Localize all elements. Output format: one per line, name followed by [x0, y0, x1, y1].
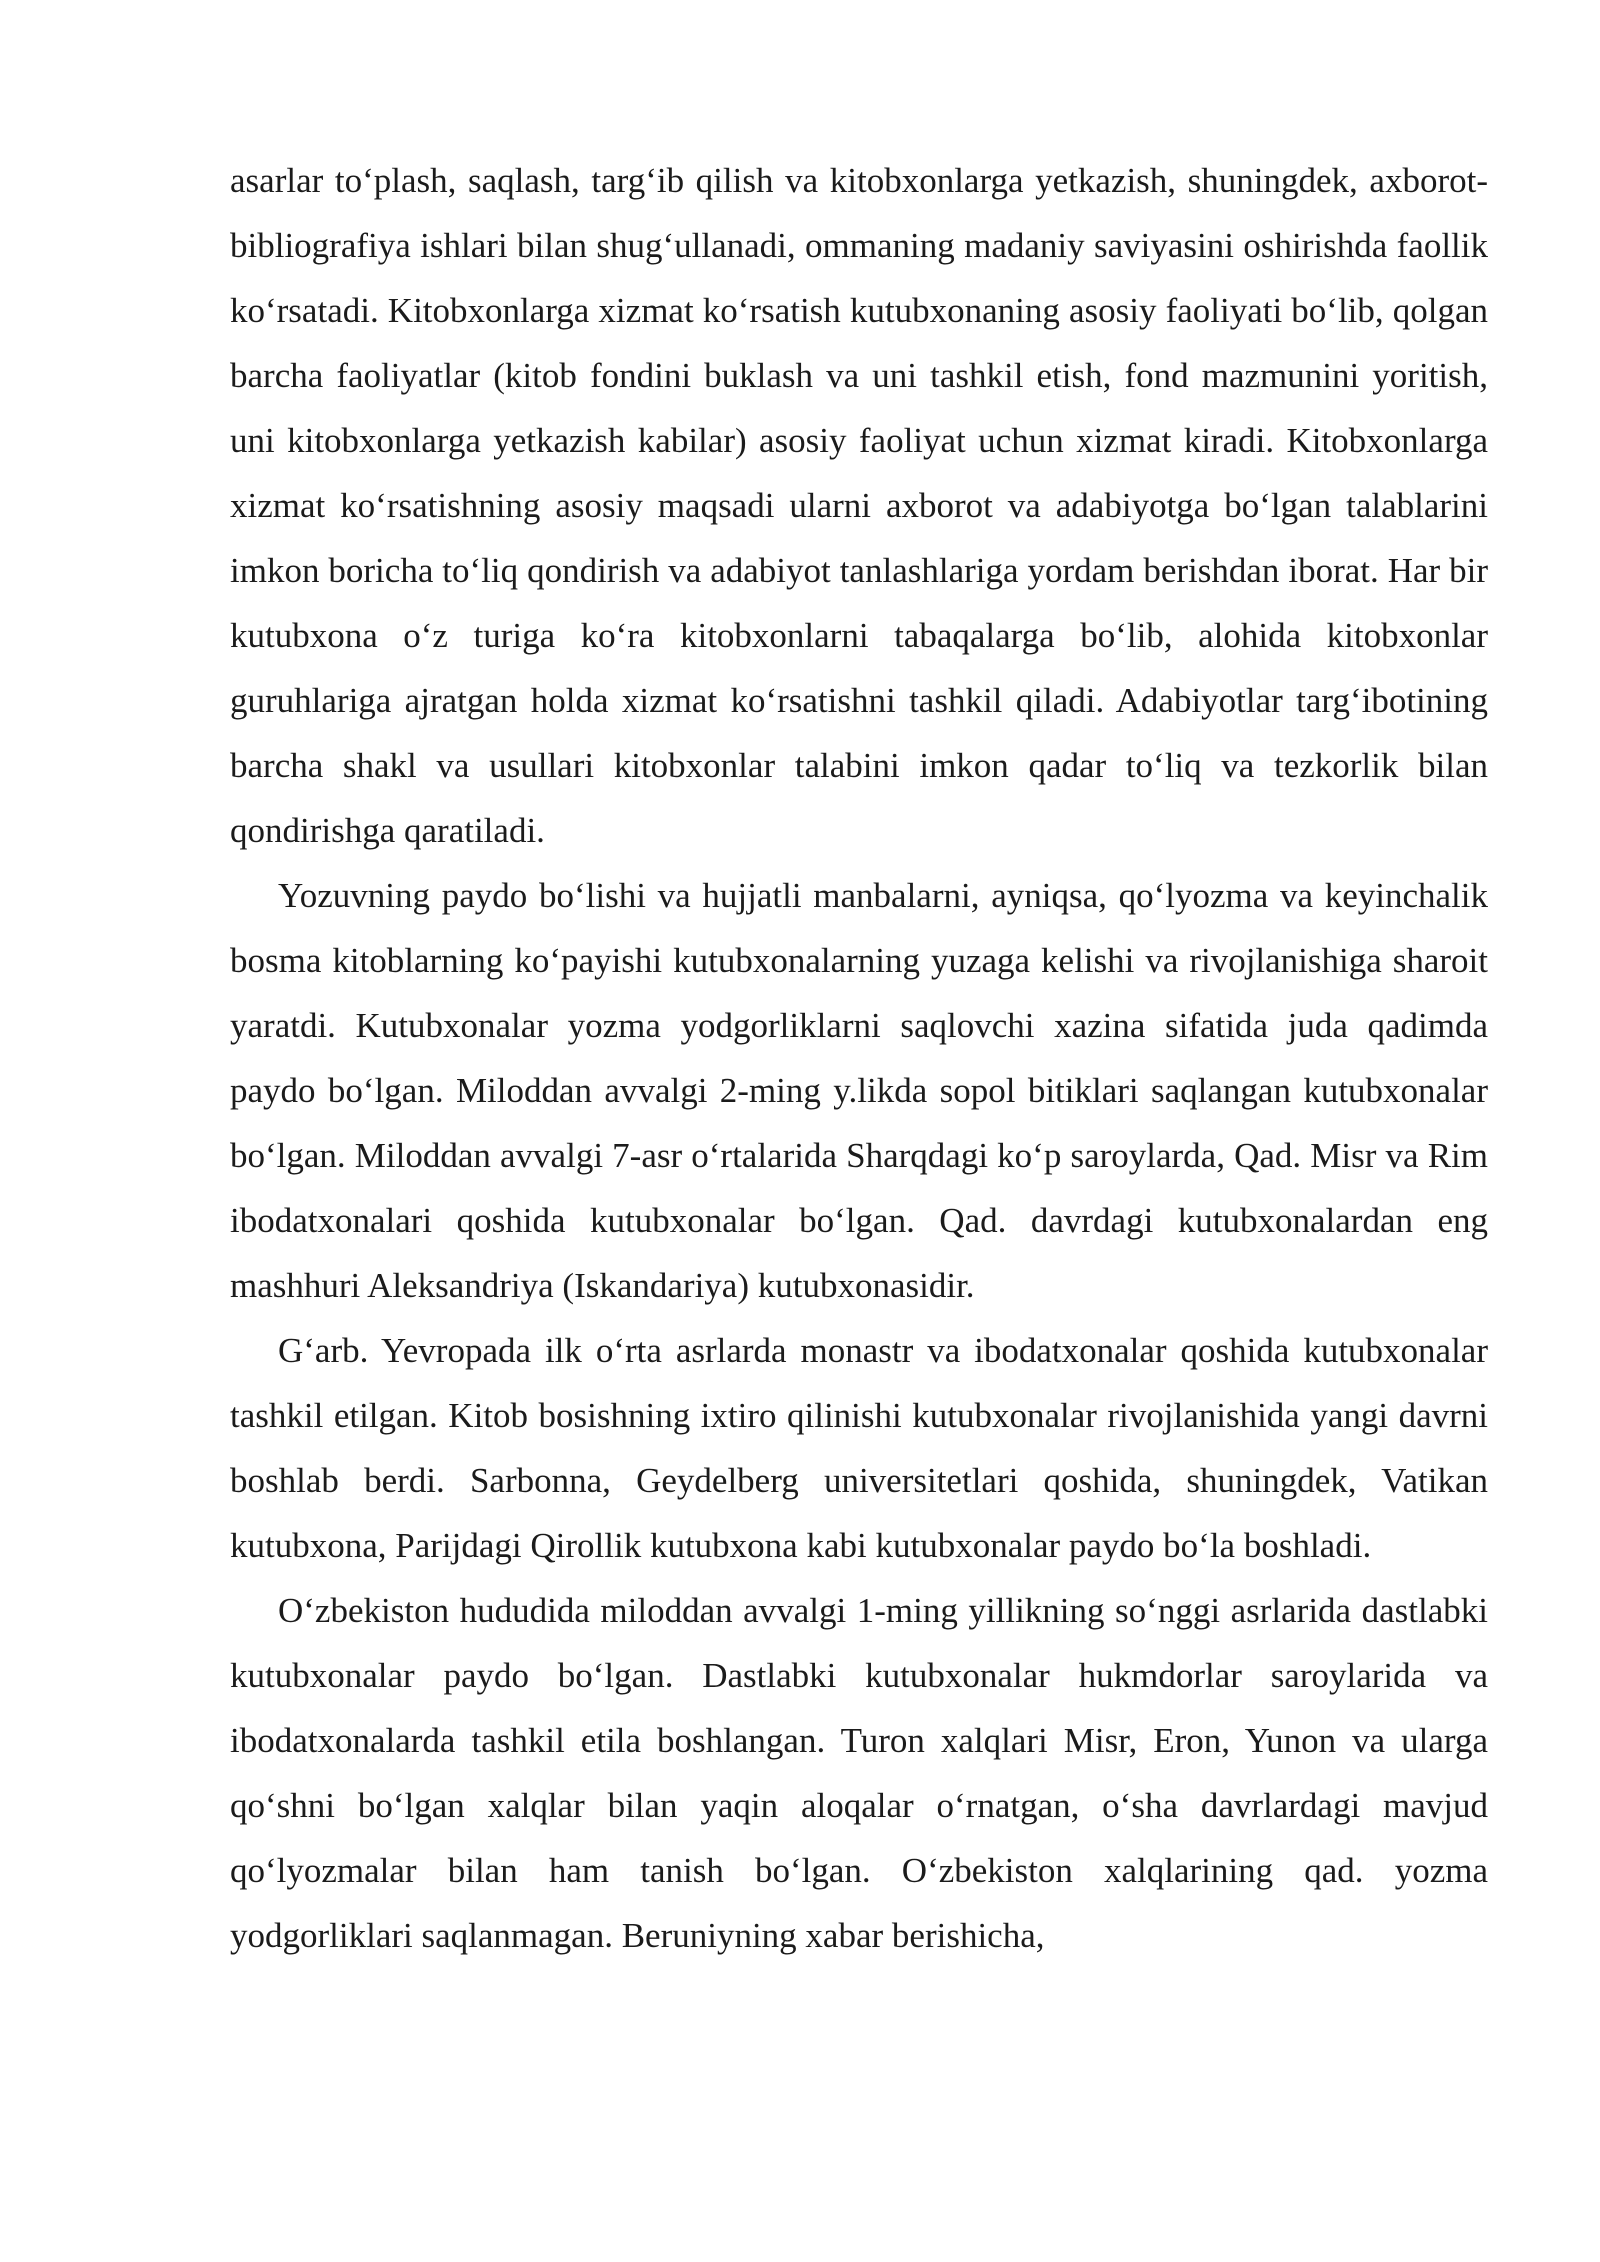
document-body [230, 148, 1488, 1968]
paragraph-writing-history: Yozuvning paydo bo‘lishi va hujjatli manbalarni, ayniqsa, qo‘lyozma va keyinchalik bosma kitoblarning ko‘payishi kutubxonalarning yuzaga kelishi va rivojlanishiga sharoit yaratdi. Kutubxonalar yozma yodgorliklarni saqlovchi xazina sifatida juda qadimda paydo bo‘lgan. Miloddan avvalgi 2-ming y.likda sopol bitiklari saqlangan kutubxonalar bo‘lgan. Miloddan avvalgi 7-asr o‘rtalarida Sharqdagi ko‘p saroylarda, Qad. Misr va Rim ibodatxonalari qoshida kutubxonalar bo‘lgan. Qad. davrdagi kutubxonalardan eng mashhuri Aleksandriya (Iskandariya) kutubxonasidir. [230, 876, 1488, 1305]
paragraph-western-europe: G‘arb. Yevropada ilk o‘rta asrlarda monastr va ibodatxonalar qoshida kutubxonalar tashkil etilgan. Kitob bosishning ixtiro qilinishi kutubxonalar rivojlanishida yangi davrni boshlab berdi. Sarbonna, Geydelberg universitetlari qoshida, shuningdek, Vatikan kutubxona, Parijdagi Qirollik kutubxona kabi kutubxonalar paydo bo‘la boshladi. [230, 1331, 1488, 1565]
paragraph-continuation: asarlar to‘plash, saqlash, targ‘ib qilish va kitobxonlarga yetkazish, shuningdek, axborot-bibliografiya ishlari bilan shug‘ullanadi, ommaning madaniy saviyasini oshirishda faollik ko‘rsatadi. Kitobxonlarga xizmat ko‘rsatish kutubxonaning asosiy faoliyati bo‘lib, qolgan barcha faoliyatlar (kitob fondini buklash va uni tashkil etish, fond mazmunini yoritish, uni kitobxonlarga yetkazish kabilar) asosiy faoliyat uchun xizmat kiradi. Kitobxonlarga xizmat ko‘rsatishning asosiy maqsadi ularni axborot va adabiyotga bo‘lgan talablarini imkon boricha to‘liq qondirish va adabiyot tanlashlariga yordam berishdan iborat. Har bir kutubxona o‘z turiga ko‘ra kitobxonlarni tabaqalarga bo‘lib, alohida kitobxonlar guruhlariga ajratgan holda xizmat ko‘rsatishni tashkil qiladi. Adabiyotlar targ‘ibotining barcha shakl va usullari kitobxonlar talabini imkon qadar to‘liq va tezkorlik bilan qondirishga qaratiladi. [230, 161, 1488, 850]
paragraph-uzbekistan: O‘zbekiston hududida miloddan avvalgi 1-ming yillikning so‘nggi asrlarida dastlabki kutubxonalar paydo bo‘lgan. Dastlabki kutubxonalar hukmdorlar saroylarida va ibodatxonalarda tashkil etila boshlangan. Turon xalqlari Misr, Eron, Yunon va ularga qo‘shni bo‘lgan xalqlar bilan yaqin aloqalar o‘rnatgan, o‘sha davrlardagi mavjud qo‘lyozmalar bilan ham tanish bo‘lgan. O‘zbekiston xalqlarining qad. yozma yodgorliklari saqlanmagan. Beruniyning xabar berishicha, [230, 1591, 1488, 1955]
